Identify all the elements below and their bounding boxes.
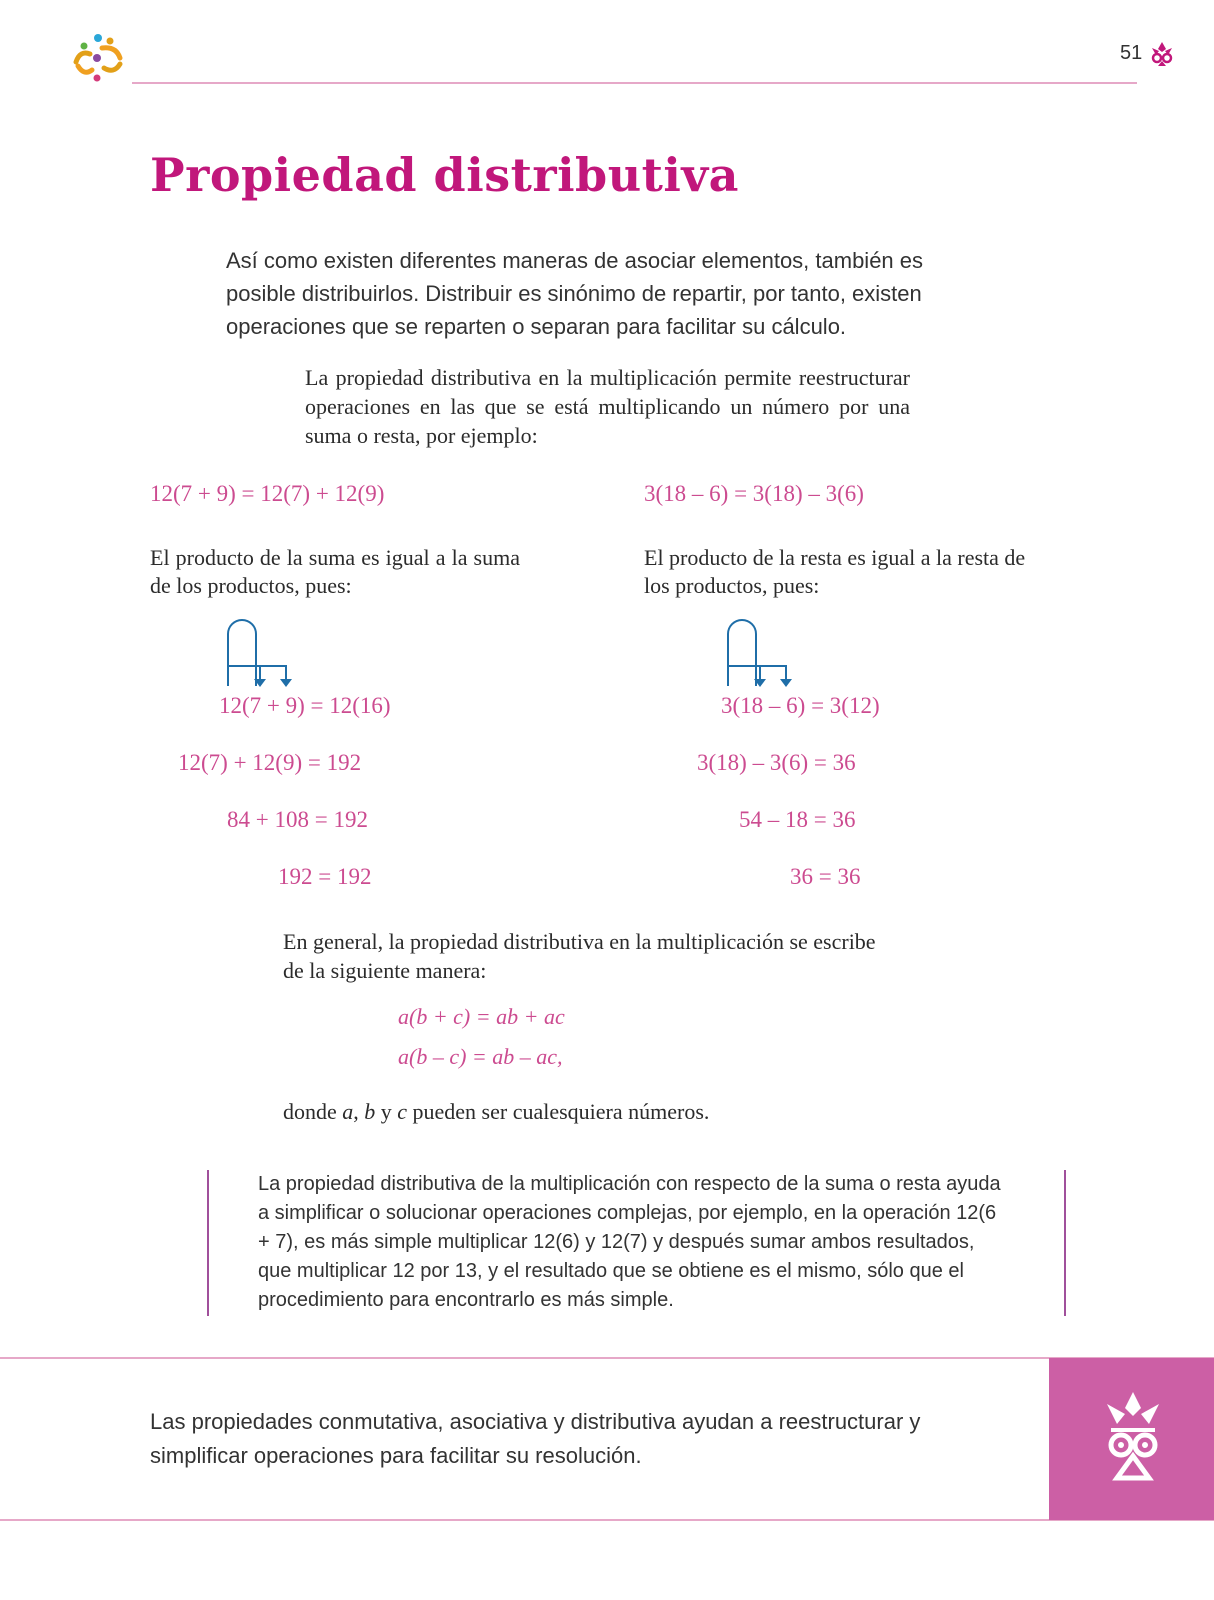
where-prefix: donde [283,1099,343,1124]
variable-b: b [364,1099,376,1124]
left-step-4: 192 = 192 [278,864,372,889]
colorful-dots-logo-icon [70,32,126,84]
formula-sum: a(b + c) = ab + ac [398,1004,565,1029]
distribution-arrows-icon [222,612,302,692]
left-example-equation: 12(7 + 9) = 12(7) + 12(9) [150,481,385,506]
formula-difference: a(b – c) = ab – ac, [398,1044,563,1069]
header-rule [132,82,1137,84]
where-suffix: pueden ser cualesquiera números. [407,1099,710,1124]
variable-a: a [342,1099,354,1124]
note-paragraph: La propiedad distributiva de la multiplicación con respecto de la suma o resta ayuda a simplificar o solucionar operaciones complejas, por ejemplo, en la operación 12(6 + 7), es más simple multiplicar 12(6) y 12(7) y después sumar ambos resultados, que multiplicar 12 por 13, y el resultado que se obtiene es el mismo, sólo que el procedimiento para encontrarlo es más simple. [258,1173,1001,1311]
footer-bottom-rule [0,1519,1214,1521]
general-where [283,1097,983,1126]
flower-ornament-icon [1148,40,1176,68]
page-number: 51 [1120,42,1143,64]
footer-top-rule [0,1357,1214,1359]
right-step-4: 36 = 36 [790,864,861,889]
where-separator-2: y [375,1099,398,1124]
left-step-3: 84 + 108 = 192 [227,807,368,832]
intro-paragraph: Así como existen diferentes maneras de asociar elementos, también es posible distribuirlos. Distribuir es sinónimo de repartir, por tanto, existen operaciones que se reparten o separan para facilitar su cálculo. [226,248,924,339]
page-title: Propiedad distributiva [150,148,739,202]
left-example-explanation: El producto de la suma es igual a la suma de los productos, pues: [150,545,520,598]
right-step-1: 3(18 – 6) = 3(12) [721,693,880,718]
footer-emblem-box [1049,1358,1214,1520]
definition-paragraph: La propiedad distributiva en la multiplicación permite reestructurar operaciones en las que se está multiplicando un número por una suma o resta, por ejemplo: [305,365,910,448]
flower-ornament-icon [1101,1390,1165,1484]
where-separator-1: , [353,1099,365,1124]
general-intro: En general, la propiedad distributiva en la multiplicación se escribe de la siguiente manera: [283,929,876,983]
distribution-arrows-icon [722,612,802,692]
right-example-explanation: El producto de la resta es igual a la resta de los productos, pues: [644,545,1026,598]
footer-summary: Las propiedades conmutativa, asociativa y distributiva ayudan a reestructurar y simplificar operaciones para facilitar su resolución. [150,1409,921,1468]
right-step-2: 3(18) – 3(6) = 36 [697,750,856,775]
right-example-equation: 3(18 – 6) = 3(18) – 3(6) [644,481,864,506]
variable-c: c [397,1099,408,1124]
left-step-2: 12(7) + 12(9) = 192 [178,750,362,775]
right-step-3: 54 – 18 = 36 [739,807,856,832]
left-step-1: 12(7 + 9) = 12(16) [219,693,391,718]
